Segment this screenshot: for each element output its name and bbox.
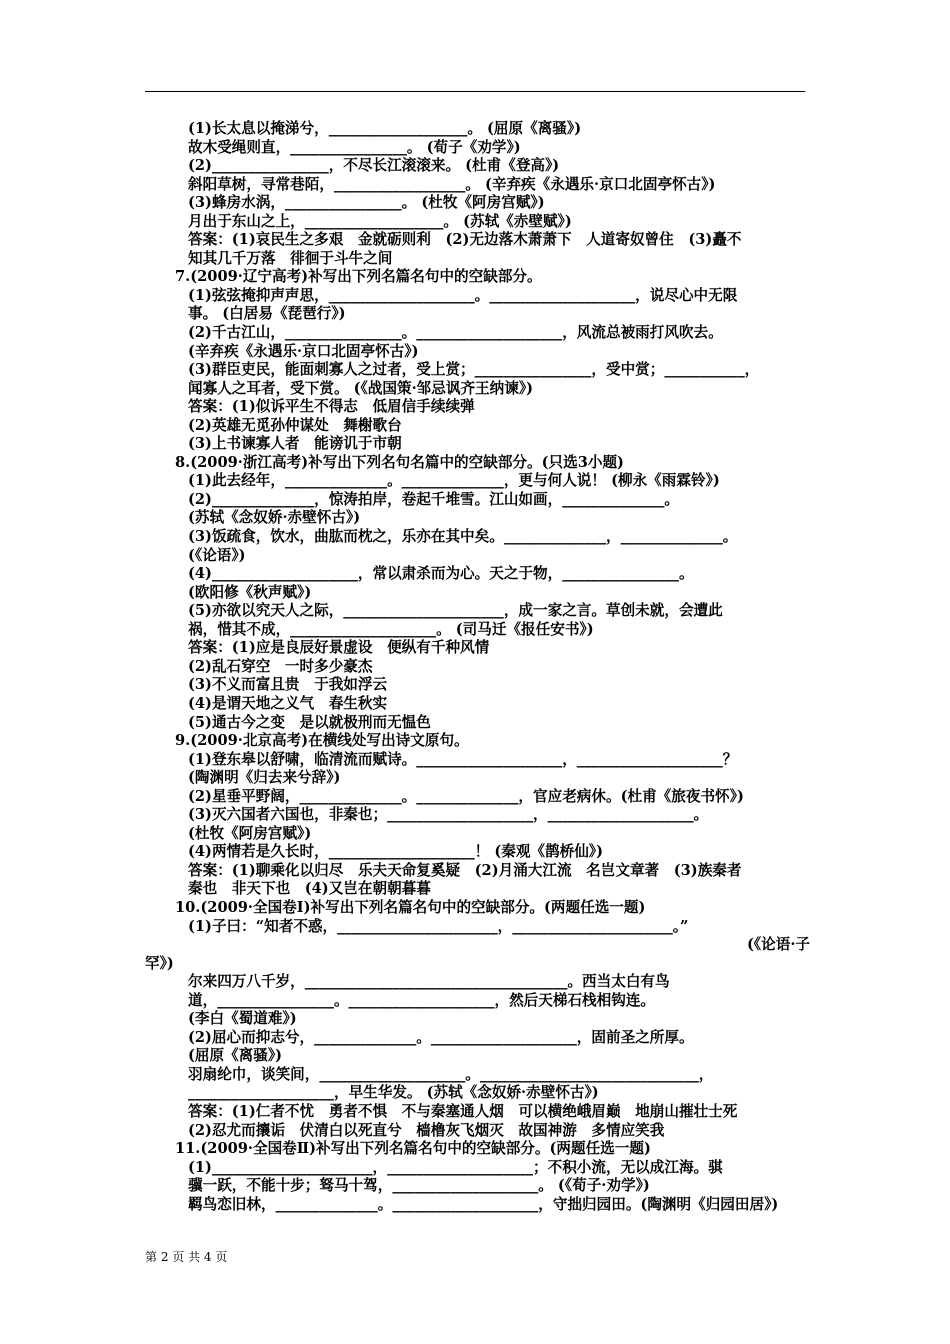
text-line: (苏轼《念奴娇·赤壁怀古》) — [188, 509, 361, 527]
text-line: 答案：(1)仁者不忧 勇者不惧 不与秦塞通人烟 可以横绝峨眉巅 地崩山摧壮士死 — [188, 1102, 738, 1120]
text-line: (1)弦弦掩抑声声思，____________________。____________________，说尽心中无限 — [188, 286, 738, 304]
text-line: 事。 (白居易《琵琶行》) — [188, 305, 346, 323]
page-footer: 第 2 页 共 4 页 — [145, 1250, 228, 1264]
text-line: 答案：(1)似诉平生不得志 低眉信手续续弹 — [188, 398, 475, 416]
text-line: (《论语·子 — [746, 936, 810, 954]
text-line: (1)此去经年，______________。______________，更与何人说！ (柳永《雨霖铃》) — [188, 472, 720, 490]
text-line: (4)____________________，常以肃杀而为心。天之于物，________________。 — [188, 565, 694, 583]
text-line: (3)灭六国者六国也，非秦也；____________________，____________________。 — [188, 806, 709, 824]
text-line: (3)群臣吏民，能面刺寡人之过者，受上赏；________________，受中赏；___________， — [188, 361, 760, 379]
text-line: 故木受绳则直，________________。 (荀子《劝学》) — [188, 138, 521, 156]
text-line: 骥一跃，不能十步；驽马十驾，____________________。 (《荀子·劝学》) — [188, 1177, 650, 1195]
text-line: (4)是谓天地之义气 春生秋实 — [188, 694, 388, 712]
text-line: (杜牧《阿房宫赋》) — [188, 824, 312, 842]
text-line: 羁鸟恋旧林，______________。____________________，守拙归园田。(陶渊明《归园田居》) — [188, 1195, 779, 1213]
text-line: (《论语》) — [188, 546, 246, 564]
text-line: (3)不义而富且贵 于我如浮云 — [188, 676, 388, 694]
text-line: 祸，惜其不成，____________________。 (司马迁《报任安书》) — [188, 620, 594, 638]
text-line: (1)长太息以掩涕兮，___________________。 (屈原《离骚》) — [188, 120, 582, 137]
text-line: 月出于东山之上，___________________。 (苏轼《赤壁赋》) — [188, 212, 572, 230]
text-line: 8.(2009·浙江高考)补写出下列名句名篇中的空缺部分。(只选3小题) — [175, 453, 624, 471]
text-line: (2)______________，惊涛拍岸，卷起千堆雪。江山如画，______________。 — [188, 490, 679, 508]
text-line: (欧阳修《秋声赋》) — [188, 583, 312, 601]
text-line: 答案：(1)应是良辰好景虚设 便纵有千种风情 — [188, 639, 490, 657]
text-line: (3)饭疏食，饮水，曲肱而枕之，乐亦在其中矣。______________，______________。 — [188, 528, 738, 546]
text-line: (2)星垂平野阔，______________。______________，官应老病休。(杜甫《旅夜书怀》) — [188, 787, 744, 805]
text-line: 答案：(1)聊乘化以归尽 乐夫天命复奚疑 (2)月涌大江流 名岂文章著 (3)族秦者 — [188, 861, 742, 879]
text-line: 闻寡人之耳者，受下赏。 (《战国策·邹忌讽齐王纳谏》) — [188, 379, 534, 397]
text-line: (5)通古今之变 是以就极刑而无愠色 — [188, 713, 431, 731]
text-line: (2)英雄无觅孙仲谋处 舞榭歌台 — [188, 416, 402, 434]
text-line: (陶渊明《归去来兮辞》) — [188, 769, 341, 787]
text-line: 秦也 非天下也 (4)又岂在朝朝暮暮 — [188, 880, 431, 898]
text-line: 尔来四万八千岁，____________________________________。西当太白有鸟 — [188, 973, 670, 991]
text-line: (1)子曰：“知者不惑，______________________，______________________。” — [188, 917, 689, 935]
text-line: 11.(2009·全国卷Ⅱ)补写出下列名篇名句中的空缺部分。(两题任选一题) — [175, 1140, 651, 1158]
text-line: (李白《蜀道难》) — [188, 1010, 297, 1028]
text-line: 答案：(1)哀民生之多艰 金就砺则利 (2)无边落木萧萧下 人道寄奴曾住 (3)矗不 — [188, 231, 742, 249]
text-line: (1)登东皋以舒啸，临清流而赋诗。____________________，____________________？ — [188, 750, 738, 768]
text-line: (2)千古江山，________________。____________________，风流总被雨打风吹去。 — [188, 324, 723, 342]
text-line: 道，________________。____________________，然后天梯石栈相钩连。 — [188, 991, 656, 1009]
text-line: 9.(2009·北京高考)在横线处写出诗文原句。 — [175, 732, 469, 750]
text-line: 7.(2009·辽宁高考)补写出下列名篇名句中的空缺部分。 — [175, 268, 542, 286]
text-line: 斜阳草树，寻常巷陌，__________________。 (辛弃疾《永遇乐·京口北固亭怀古》) — [188, 175, 716, 193]
text-line: (2)忍尤而攘诟 伏清白以死直兮 樯橹灰飞烟灭 故国神游 多情应笑我 — [188, 1121, 665, 1139]
text-line: (5)亦欲以究天人之际，______________________，成一家之言。草创未就，会遭此 — [188, 602, 723, 620]
document-body — [145, 120, 810, 1214]
text-line: (3)上书谏寡人者 能谤讥于市朝 — [188, 435, 402, 453]
text-line: (辛弃疾《永遇乐·京口北固亭怀古》) — [188, 342, 419, 360]
text-line: (2)乱石穿空 一时多少豪杰 — [188, 657, 373, 675]
text-line: ____________________，早生华发。 (苏轼《念奴娇·赤壁怀古》) — [188, 1084, 599, 1102]
text-line: (4)两情若是久长时，____________________！ (秦观《鹊桥仙》) — [188, 843, 603, 861]
header-rule — [145, 91, 805, 92]
text-line: (1)______________________，____________________；不积小流，无以成江海。骐 — [188, 1158, 723, 1176]
text-line: (屈原《离骚》) — [188, 1047, 283, 1065]
text-line: 10.(2009·全国卷Ⅰ)补写出下列名篇名句中的空缺部分。(两题任选一题) — [175, 898, 646, 916]
text-line: 羽扇纶巾，谈笑间，____________________。______________________________， — [188, 1065, 714, 1083]
text-line: 罕》) — [145, 954, 174, 972]
text-line: (3)蜂房水涡，________________。 (杜牧《阿房宫赋》) — [188, 194, 545, 212]
text-line: (2)屈心而抑志兮，______________。____________________，固前圣之所厚。 — [188, 1028, 694, 1046]
text-line: (2)________________，不尽长江滚滚来。 (杜甫《登高》) — [188, 157, 560, 175]
text-line: 知其几千万落 徘徊于斗牛之间 — [188, 249, 393, 267]
